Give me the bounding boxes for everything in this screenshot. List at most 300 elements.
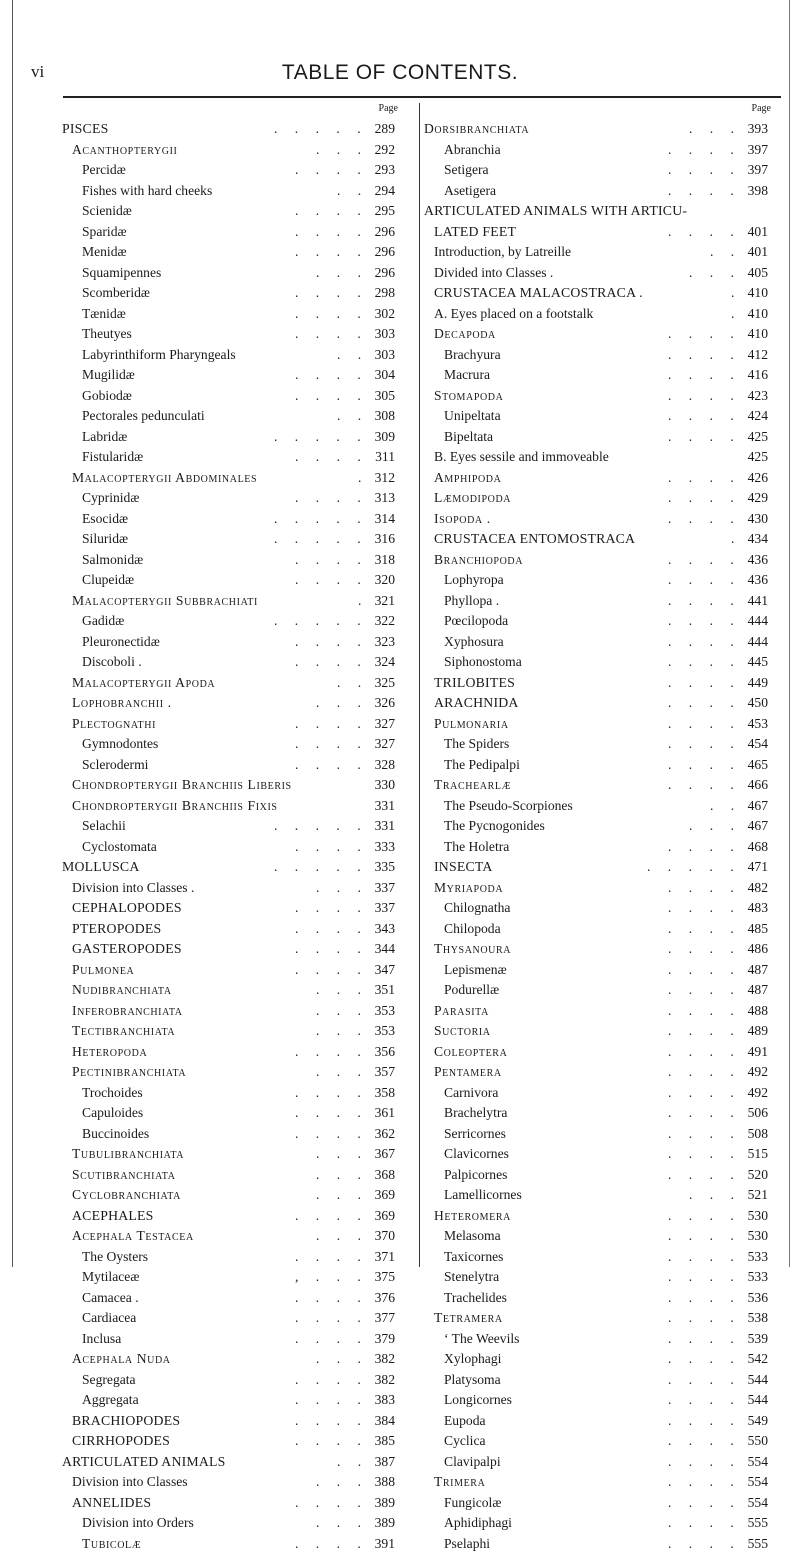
toc-entry-title: Branchiopoda — [434, 550, 523, 571]
toc-entry-title: Clupeidæ — [82, 570, 134, 591]
toc-entry-page: 533 — [748, 1267, 768, 1288]
toc-entry — [62, 1452, 401, 1473]
toc-entry — [424, 570, 774, 591]
toc-entry-page: 491 — [748, 1042, 768, 1063]
toc-entry-title: GASTEROPODES — [72, 939, 182, 960]
toc-entry — [424, 509, 774, 530]
toc-entry-page: 328 — [375, 755, 395, 776]
leader-dots: . . . . — [295, 1370, 361, 1391]
toc-entry-page: 370 — [375, 1226, 395, 1247]
toc-entry-page: 293 — [375, 160, 395, 181]
leader-dots: . . . . — [295, 222, 361, 243]
toc-entry-page: 289 — [375, 119, 395, 140]
toc-entry-page: 382 — [375, 1370, 395, 1391]
toc-entry-page: 539 — [748, 1329, 768, 1350]
toc-entry — [62, 857, 401, 878]
toc-entry-title: Pentamera — [434, 1062, 502, 1083]
toc-entry-page: 327 — [375, 714, 395, 735]
toc-entry-title: Amphipoda — [434, 468, 501, 489]
toc-entry — [424, 345, 774, 366]
toc-entry-page: 308 — [375, 406, 395, 427]
toc-entry — [62, 960, 401, 981]
leader-dots: . . . — [316, 1349, 361, 1370]
toc-entry-page: 430 — [748, 509, 768, 530]
toc-entry-page: 453 — [748, 714, 768, 735]
toc-entry-title: Heteromera — [434, 1206, 511, 1227]
toc-entry — [424, 488, 774, 509]
toc-entry-title: Stenelytra — [444, 1267, 499, 1288]
toc-entry-page: 426 — [748, 468, 768, 489]
leader-dots: . . . . — [668, 1103, 734, 1124]
toc-entry-page: 554 — [748, 1452, 768, 1473]
toc-entry — [424, 324, 774, 345]
toc-entry-title: ACEPHALES — [72, 1206, 154, 1227]
toc-entry-title: Parasita — [434, 1001, 489, 1022]
toc-entry — [62, 345, 401, 366]
leader-dots: . . . . — [295, 201, 361, 222]
toc-entry-page: 410 — [748, 324, 768, 345]
leader-dots: . . . . — [668, 1513, 734, 1534]
toc-entry-page: 303 — [375, 345, 395, 366]
toc-entry-page: 536 — [748, 1288, 768, 1309]
toc-entry-title: Cyclica — [444, 1431, 486, 1452]
toc-entry — [62, 611, 401, 632]
leader-dots: . . . . — [295, 1329, 361, 1350]
leader-dots: . . . . . — [274, 119, 361, 140]
leader-dots: . . . . — [668, 488, 734, 509]
toc-entry-title: Siluridæ — [82, 529, 128, 550]
toc-entry-page: 292 — [375, 140, 395, 161]
toc-entry-page: 356 — [375, 1042, 395, 1063]
leader-dots: . . . . — [295, 365, 361, 386]
toc-entry-page: 344 — [375, 939, 395, 960]
leader-dots: . . . . — [668, 570, 734, 591]
toc-entry-page: 371 — [375, 1247, 395, 1268]
leader-dots: . . . . — [668, 591, 734, 612]
toc-entry — [62, 283, 401, 304]
leader-dots: . . — [337, 181, 361, 202]
toc-entry-page: 508 — [748, 1124, 768, 1145]
toc-entry-title: PTEROPODES — [72, 919, 161, 940]
leader-dots: . . . . — [668, 960, 734, 981]
toc-entry — [62, 222, 401, 243]
toc-entry — [424, 1062, 774, 1083]
toc-entry-title: Trachelides — [444, 1288, 507, 1309]
toc-entry-page: 324 — [375, 652, 395, 673]
toc-entry — [62, 1021, 401, 1042]
toc-entry-title: Acephala Nuda — [72, 1349, 171, 1370]
leader-dots: . . . . — [295, 550, 361, 571]
leader-dots: . . . . — [668, 755, 734, 776]
toc-entry-title: INSECTA — [434, 857, 493, 878]
leader-dots: , . . . — [295, 1267, 361, 1288]
toc-entry-title: Brachyura — [444, 345, 501, 366]
leader-dots: . . . . — [668, 1411, 734, 1432]
toc-entry-title: LATED FEET — [434, 222, 516, 243]
leader-dots: . . — [337, 345, 361, 366]
toc-entry — [424, 1472, 774, 1493]
toc-entry — [424, 365, 774, 386]
leader-dots: . . . . — [668, 652, 734, 673]
toc-entry-title: Camacea . — [82, 1288, 139, 1309]
toc-entry — [62, 1329, 401, 1350]
toc-entry — [424, 652, 774, 673]
toc-entry-page: 489 — [748, 1021, 768, 1042]
toc-entry-title: Heteropoda — [72, 1042, 147, 1063]
toc-entry-page: 449 — [748, 673, 768, 694]
toc-entry-page: 467 — [748, 796, 768, 817]
toc-entry-title: Clavipalpi — [444, 1452, 501, 1473]
toc-entry-page: 454 — [748, 734, 768, 755]
toc-entry-title: Unipeltata — [444, 406, 501, 427]
toc-entry — [62, 1534, 401, 1554]
leader-dots: . . . . — [668, 345, 734, 366]
toc-entry-page: 313 — [375, 488, 395, 509]
toc-entry-page: 538 — [748, 1308, 768, 1329]
leader-dots: . . . — [316, 1165, 361, 1186]
leader-dots: . — [358, 591, 361, 612]
toc-entry-page: 389 — [375, 1493, 395, 1514]
toc-entry — [424, 1165, 774, 1186]
leader-dots: . . . . — [668, 140, 734, 161]
toc-entry-title: Myriapoda — [434, 878, 503, 899]
toc-entry-title: Malacopterygii Abdominales — [72, 468, 257, 489]
leader-dots: . . . — [316, 1185, 361, 1206]
leader-dots: . . . . — [668, 468, 734, 489]
toc-entry-page: 358 — [375, 1083, 395, 1104]
toc-entry-page: 294 — [375, 181, 395, 202]
toc-entry-title: Pœcilopoda — [444, 611, 508, 632]
toc-entry-title: CRUSTACEA ENTOMOSTRACA — [434, 529, 635, 550]
toc-entry — [62, 775, 401, 796]
leader-dots: . . . . — [668, 734, 734, 755]
toc-entry — [424, 1226, 774, 1247]
toc-entry-title: The Spiders — [444, 734, 509, 755]
leader-dots: . . . . — [668, 1288, 734, 1309]
toc-entry-page: 520 — [748, 1165, 768, 1186]
toc-entry — [424, 1452, 774, 1473]
toc-entry — [62, 1103, 401, 1124]
toc-entry-title: Introduction, by Latreille — [434, 242, 571, 263]
toc-entry — [62, 263, 401, 284]
leader-dots: . . . — [689, 1185, 734, 1206]
toc-entry-page: 323 — [375, 632, 395, 653]
toc-entry — [62, 427, 401, 448]
toc-entry-page: 450 — [748, 693, 768, 714]
leader-dots: . . . . — [295, 960, 361, 981]
toc-entry — [424, 160, 774, 181]
toc-entry — [62, 693, 401, 714]
leader-dots: . . . . — [668, 1431, 734, 1452]
toc-entry-title: The Holetra — [444, 837, 509, 858]
leader-dots: . . . — [316, 1062, 361, 1083]
leader-dots: . . . — [689, 119, 734, 140]
toc-entry — [62, 591, 401, 612]
toc-entry — [62, 755, 401, 776]
leader-dots: . . . . . — [274, 509, 361, 530]
toc-entry-page: 305 — [375, 386, 395, 407]
toc-entry-title: Phyllopa . — [444, 591, 499, 612]
toc-entry-title: The Pedipalpi — [444, 755, 520, 776]
leader-dots: . . . — [689, 263, 734, 284]
toc-entry-page: 515 — [748, 1144, 768, 1165]
toc-entry — [424, 1513, 774, 1534]
toc-entry-page: 486 — [748, 939, 768, 960]
toc-entry — [62, 488, 401, 509]
toc-entry — [424, 775, 774, 796]
toc-entry — [424, 919, 774, 940]
toc-entry-page: 295 — [375, 201, 395, 222]
toc-entry-page: 544 — [748, 1390, 768, 1411]
toc-entry-page: 316 — [375, 529, 395, 550]
toc-entry-title: Discoboli . — [82, 652, 142, 673]
toc-entry — [62, 1144, 401, 1165]
toc-entry-page: 401 — [748, 222, 768, 243]
leader-dots: . . . . — [295, 1206, 361, 1227]
toc-entry-page: 343 — [375, 919, 395, 940]
toc-entry-title: Squamipennes — [82, 263, 161, 284]
toc-entry-title: Tubulibranchiata — [72, 1144, 184, 1165]
toc-entry-title: Buccinoides — [82, 1124, 149, 1145]
toc-entry-page: 376 — [375, 1288, 395, 1309]
leader-dots: . . . . . — [647, 857, 734, 878]
toc-entry-title: Scienidæ — [82, 201, 132, 222]
toc-entry — [424, 1185, 774, 1206]
toc-entry-title: The Pycnogonides — [444, 816, 545, 837]
toc-entry-page: 296 — [375, 263, 395, 284]
toc-entry — [424, 611, 774, 632]
toc-entry-page: 444 — [748, 632, 768, 653]
leader-dots: . . — [710, 242, 734, 263]
toc-entry-page: 398 — [748, 181, 768, 202]
leader-dots: . . . . — [668, 1267, 734, 1288]
toc-entry-title: Decapoda — [434, 324, 496, 345]
toc-entry-title: ARTICULATED ANIMALS WITH ARTICU- — [424, 201, 687, 222]
leader-dots: . . . . — [295, 652, 361, 673]
toc-entry-page: 331 — [375, 796, 395, 817]
toc-entry-page: 397 — [748, 160, 768, 181]
toc-entry-title: Aggregata — [82, 1390, 139, 1411]
toc-entry-title: Divided into Classes . — [434, 263, 553, 284]
toc-entry-title: Fistularidæ — [82, 447, 143, 468]
toc-entry-title: Tetramera — [434, 1308, 503, 1329]
leader-dots: . . . . — [668, 1226, 734, 1247]
leader-dots: . . . . — [295, 939, 361, 960]
toc-entry-title: Pulmonaria — [434, 714, 509, 735]
toc-entry-title: Plectognathi — [72, 714, 156, 735]
toc-entry-page: 309 — [375, 427, 395, 448]
toc-entry-title: Theutyes — [82, 324, 132, 345]
leader-dots: . . . — [316, 693, 361, 714]
toc-entry — [424, 1431, 774, 1452]
toc-entry-page: 468 — [748, 837, 768, 858]
toc-entry — [62, 1001, 401, 1022]
leader-dots: . — [731, 304, 734, 325]
toc-entry — [424, 816, 774, 837]
toc-entry — [424, 1001, 774, 1022]
leader-dots: . . . . — [668, 632, 734, 653]
page-column-label: Page — [424, 103, 774, 119]
toc-entry-page: 544 — [748, 1370, 768, 1391]
contents-column-left — [62, 103, 401, 1554]
toc-entry-page: 311 — [375, 447, 395, 468]
toc-entry — [424, 1206, 774, 1227]
toc-entry-page: 383 — [375, 1390, 395, 1411]
toc-entry — [62, 1062, 401, 1083]
page-column-label: Page — [62, 103, 401, 119]
toc-entry-title: Palpicornes — [444, 1165, 507, 1186]
leader-dots: . . . . — [668, 673, 734, 694]
toc-entry-title: Mytilaceæ — [82, 1267, 139, 1288]
toc-entry — [424, 980, 774, 1001]
toc-entry-page: 368 — [375, 1165, 395, 1186]
toc-entry — [424, 1021, 774, 1042]
leader-dots: . . . . — [295, 570, 361, 591]
toc-entry-title: Platysoma — [444, 1370, 501, 1391]
leader-dots: . . . . — [668, 980, 734, 1001]
toc-entry-page: 555 — [748, 1534, 768, 1554]
toc-entry — [424, 1411, 774, 1432]
toc-entry-title: Menidæ — [82, 242, 127, 263]
toc-entry-page: 298 — [375, 283, 395, 304]
toc-entry — [424, 1124, 774, 1145]
toc-entry — [62, 1390, 401, 1411]
toc-entry-page: 326 — [375, 693, 395, 714]
toc-entry — [424, 1103, 774, 1124]
toc-entry-page: 325 — [375, 673, 395, 694]
toc-entry-title: Trimera — [434, 1472, 485, 1493]
toc-entry-page: 492 — [748, 1062, 768, 1083]
toc-entry-title: Cyclobranchiata — [72, 1185, 181, 1206]
leader-dots: . . . . — [295, 1103, 361, 1124]
toc-entry-page: 322 — [375, 611, 395, 632]
toc-entry — [62, 406, 401, 427]
leader-dots: . . . — [316, 140, 361, 161]
toc-entry-page: 362 — [375, 1124, 395, 1145]
toc-entry-page: 425 — [748, 427, 768, 448]
leader-dots: . . . . — [668, 919, 734, 940]
toc-entry-page: 436 — [748, 550, 768, 571]
toc-entry-page: 397 — [748, 140, 768, 161]
page-number: vi — [31, 62, 44, 82]
toc-entry — [424, 468, 774, 489]
leader-dots: . . . — [316, 1021, 361, 1042]
toc-entry-title: Labyrinthiform Pharyngeals — [82, 345, 236, 366]
leader-dots: . . . . — [295, 242, 361, 263]
leader-dots: . — [731, 283, 734, 304]
toc-entry-title: Pleuronectidæ — [82, 632, 160, 653]
leader-dots: . . . . — [295, 1083, 361, 1104]
toc-entry — [62, 1165, 401, 1186]
toc-entry-page: 369 — [375, 1185, 395, 1206]
toc-entry — [424, 529, 774, 550]
toc-entry — [424, 181, 774, 202]
toc-entry-title: Labridæ — [82, 427, 127, 448]
leader-dots: . . . . — [668, 1001, 734, 1022]
leader-dots: . . . . . — [274, 427, 361, 448]
leader-dots: . . . . — [295, 714, 361, 735]
toc-entry — [424, 386, 774, 407]
toc-entry-title: Lamellicornes — [444, 1185, 522, 1206]
leader-dots: . . . . — [668, 693, 734, 714]
toc-entry-page: 330 — [375, 775, 395, 796]
leader-dots: . . . . . — [274, 529, 361, 550]
leader-dots: . . . . — [295, 1534, 361, 1554]
toc-entry — [424, 796, 774, 817]
toc-entry — [62, 878, 401, 899]
toc-entry-page: 467 — [748, 816, 768, 837]
toc-entry-title: ‘ The Weevils — [444, 1329, 519, 1350]
leader-dots: . . . . — [668, 898, 734, 919]
toc-entry-page: 441 — [748, 591, 768, 612]
toc-entry-title: PISCES — [62, 119, 108, 140]
leader-dots: . . — [337, 406, 361, 427]
toc-entry — [62, 447, 401, 468]
toc-entry-page: 487 — [748, 960, 768, 981]
toc-entry-title: Lepismenæ — [444, 960, 507, 981]
leader-dots: . . . . — [295, 734, 361, 755]
toc-entry — [62, 919, 401, 940]
leader-dots: . . . . — [295, 755, 361, 776]
leader-dots: . . . . — [668, 1329, 734, 1350]
toc-entry-title: Segregata — [82, 1370, 136, 1391]
leader-dots: . . . . — [295, 898, 361, 919]
leader-dots: . . . . — [295, 1247, 361, 1268]
leader-dots: . . . . — [668, 1124, 734, 1145]
toc-entry-title: Dorsibranchiata — [424, 119, 529, 140]
toc-entry — [62, 1185, 401, 1206]
toc-entry-page: 357 — [375, 1062, 395, 1083]
toc-entry-page: 353 — [375, 1021, 395, 1042]
toc-entry — [424, 1349, 774, 1370]
toc-entry-title: Melasoma — [444, 1226, 501, 1247]
leader-dots: . . . . — [668, 1390, 734, 1411]
toc-entry-title: B. Eyes sessile and immoveable — [434, 447, 609, 468]
toc-entry-title: Podurellæ — [444, 980, 499, 1001]
toc-entry-title: Scutibranchiata — [72, 1165, 176, 1186]
toc-entry — [62, 939, 401, 960]
toc-entry-title: Cardiacea — [82, 1308, 136, 1329]
toc-entry — [424, 1329, 774, 1350]
toc-entry — [424, 1144, 774, 1165]
toc-entry — [424, 140, 774, 161]
toc-entry-title: Læmodipoda — [434, 488, 511, 509]
leader-dots: . . . . — [668, 1493, 734, 1514]
toc-entry-title: Coleoptera — [434, 1042, 507, 1063]
toc-entry-page: 303 — [375, 324, 395, 345]
leader-dots: . . . . — [668, 365, 734, 386]
leader-dots: . . . . — [668, 181, 734, 202]
toc-entry-title: Division into Orders — [82, 1513, 194, 1534]
toc-entry-page: 320 — [375, 570, 395, 591]
leader-dots: . . . . — [295, 1288, 361, 1309]
leader-dots: . . . . — [295, 632, 361, 653]
toc-entry-page: 549 — [748, 1411, 768, 1432]
leader-dots: . . . — [689, 816, 734, 837]
toc-entry — [424, 898, 774, 919]
toc-entry — [424, 222, 774, 243]
toc-entry-title: Sparidæ — [82, 222, 127, 243]
toc-entry-title: Clavicornes — [444, 1144, 509, 1165]
toc-entry-title: Chilopoda — [444, 919, 501, 940]
toc-entry-title: Lophobranchii . — [72, 693, 172, 714]
toc-entry-title: Eupoda — [444, 1411, 486, 1432]
leader-dots: . . — [710, 796, 734, 817]
toc-entry-title: Tubicolæ — [82, 1534, 141, 1554]
leader-dots: . . . . — [295, 386, 361, 407]
toc-entry — [62, 652, 401, 673]
toc-entry-page: 367 — [375, 1144, 395, 1165]
